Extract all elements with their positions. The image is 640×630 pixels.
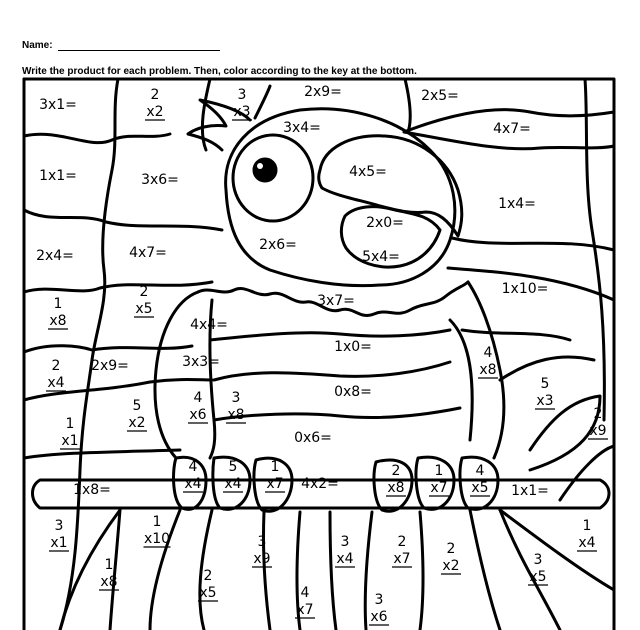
problem-text: 3: [374, 592, 384, 608]
problem-text: 2: [150, 87, 160, 103]
problem-text: 1: [582, 518, 592, 534]
problem-text: 2x9=: [91, 358, 129, 374]
problem-text: 5x4=: [362, 249, 400, 265]
problem-multiplier: x7: [430, 480, 448, 496]
problem-15[interactable]: [129, 245, 167, 261]
problem-multiplier: x3: [233, 104, 251, 120]
problem-multiplier: x1: [50, 535, 68, 551]
problem-text: 2: [139, 284, 149, 300]
problem-text: 2: [391, 463, 401, 479]
problem-text: 4x7=: [129, 245, 167, 261]
problem-multiplier: x4: [578, 535, 596, 551]
problem-text: 3: [54, 518, 64, 534]
problem-text: 4: [475, 463, 485, 479]
problem-multiplier: x8: [479, 362, 497, 378]
problem-text: 1x10=: [501, 281, 549, 297]
problem-text: 2x0=: [366, 215, 404, 231]
problem-6[interactable]: [283, 120, 321, 136]
problem-text: 1x4=: [498, 196, 536, 212]
problem-28[interactable]: [127, 398, 147, 431]
problem-text: 2: [446, 541, 456, 557]
problem-text: 2x6=: [259, 237, 297, 253]
problem-multiplier: x8: [49, 313, 67, 329]
problem-multiplier: x5: [471, 480, 489, 496]
problem-text: 1x0=: [334, 339, 372, 355]
problem-text: 1: [65, 416, 75, 432]
problem-48[interactable]: [335, 534, 355, 567]
problem-text: 3x7=: [317, 293, 355, 309]
problem-text: 1: [53, 296, 63, 312]
problem-33[interactable]: [60, 416, 80, 449]
problem-text: 3: [533, 552, 543, 568]
problem-text: 1: [152, 514, 162, 530]
problem-46[interactable]: [577, 518, 597, 551]
problem-text: 4: [300, 585, 310, 601]
problem-22[interactable]: [334, 339, 372, 355]
problem-multiplier: x8: [227, 407, 245, 423]
problem-4[interactable]: [304, 84, 342, 100]
problem-24[interactable]: [91, 358, 129, 374]
problem-7[interactable]: [493, 121, 531, 137]
problem-text: 1x1=: [511, 483, 549, 499]
problem-49[interactable]: [392, 534, 412, 567]
problem-multiplier: x5: [529, 569, 547, 585]
problem-multiplier: x6: [370, 609, 388, 625]
problem-13[interactable]: [259, 237, 297, 253]
problem-text: 5: [228, 459, 238, 475]
problem-18[interactable]: [317, 293, 355, 309]
problem-multiplier: x2: [128, 415, 146, 431]
problem-40[interactable]: [429, 463, 449, 496]
problem-47[interactable]: [252, 534, 272, 567]
problem-text: 2: [397, 534, 407, 550]
problem-38[interactable]: [301, 476, 339, 492]
problem-multiplier: x8: [100, 574, 118, 590]
problem-text: 3: [231, 390, 241, 406]
problem-text: 2x5=: [421, 88, 459, 104]
problem-text: 3x1=: [39, 97, 77, 113]
problem-2[interactable]: [145, 87, 165, 120]
problem-text: 1x1=: [39, 168, 77, 184]
problem-text: 1: [434, 463, 444, 479]
name-label: Name:: [22, 40, 53, 51]
problem-multiplier: x4: [184, 476, 202, 492]
problem-37[interactable]: [265, 459, 285, 492]
problem-42[interactable]: [511, 483, 549, 499]
problem-3[interactable]: [232, 87, 252, 120]
problem-text: 4x7=: [493, 121, 531, 137]
problem-multiplier: x9: [253, 551, 271, 567]
instructions: Write the product for each problem. Then, color according to the key at the bottom.: [22, 66, 417, 77]
problem-text: 0x8=: [334, 384, 372, 400]
problem-text: 2: [203, 568, 213, 584]
problem-text: 2x4=: [36, 248, 74, 264]
problem-multiplier: x3: [536, 393, 554, 409]
problem-multiplier: x5: [135, 301, 153, 317]
problem-11[interactable]: [498, 196, 536, 212]
problem-text: 1: [104, 557, 114, 573]
problem-36[interactable]: [223, 459, 243, 492]
problem-10[interactable]: [349, 164, 387, 180]
problem-12[interactable]: [366, 215, 404, 231]
problem-25[interactable]: [182, 354, 220, 370]
problem-multiplier: x10: [143, 531, 171, 547]
problem-44[interactable]: [49, 518, 69, 551]
problem-multiplier: x9: [589, 423, 607, 439]
problem-text: 4: [483, 345, 493, 361]
problem-23[interactable]: [46, 358, 66, 391]
problem-multiplier: x2: [146, 104, 164, 120]
problem-text: 0x6=: [294, 430, 332, 446]
problem-30[interactable]: [226, 390, 246, 423]
problem-21[interactable]: [190, 317, 228, 333]
problem-text: 2: [51, 358, 61, 374]
problem-text: 3: [237, 87, 247, 103]
problem-multiplier: x4: [47, 375, 65, 391]
problem-43[interactable]: [73, 482, 111, 498]
problem-text: 3x4=: [283, 120, 321, 136]
problem-17[interactable]: [502, 281, 549, 297]
problem-9[interactable]: [141, 172, 179, 188]
problem-multiplier: x8: [387, 480, 405, 496]
problem-51[interactable]: [528, 552, 548, 585]
problem-text: 1: [270, 459, 280, 475]
problem-31[interactable]: [334, 384, 372, 400]
problem-text: 3: [257, 534, 267, 550]
problem-16[interactable]: [362, 249, 400, 265]
problem-34[interactable]: [294, 430, 332, 446]
problem-text: 2x9=: [304, 84, 342, 100]
problem-text: 4: [193, 390, 203, 406]
problem-multiplier: x2: [442, 558, 460, 574]
problem-19[interactable]: [48, 296, 68, 329]
problem-multiplier: x6: [189, 407, 207, 423]
problem-text: 4: [188, 459, 198, 475]
problem-text: 4x4=: [190, 317, 228, 333]
problem-text: 2: [593, 406, 603, 422]
problem-39[interactable]: [386, 463, 406, 496]
problem-45[interactable]: [144, 514, 171, 547]
problem-8[interactable]: [39, 168, 77, 184]
problem-multiplier: x7: [393, 551, 411, 567]
problem-multiplier: x7: [266, 476, 284, 492]
problem-41[interactable]: [470, 463, 490, 496]
problem-text: 4x2=: [301, 476, 339, 492]
problem-14[interactable]: [36, 248, 74, 264]
problem-29[interactable]: [188, 390, 208, 423]
problem-text: 1x8=: [73, 482, 111, 498]
problem-text: 4x5=: [349, 164, 387, 180]
problem-multiplier: x1: [61, 433, 79, 449]
problem-1[interactable]: [39, 97, 77, 113]
problem-55[interactable]: [369, 592, 389, 625]
problem-50[interactable]: [441, 541, 461, 574]
problem-text: 5: [132, 398, 142, 414]
problem-text: 3x3=: [182, 354, 220, 370]
problem-text: 3x6=: [141, 172, 179, 188]
problem-5[interactable]: [421, 88, 459, 104]
problem-text: 5: [540, 376, 550, 392]
problem-20[interactable]: [134, 284, 154, 317]
problem-27[interactable]: [535, 376, 555, 409]
problem-multiplier: x4: [224, 476, 242, 492]
problem-multiplier: x7: [296, 602, 314, 618]
problem-text: 3: [340, 534, 350, 550]
problem-multiplier: x5: [199, 585, 217, 601]
problem-multiplier: x4: [336, 551, 354, 567]
